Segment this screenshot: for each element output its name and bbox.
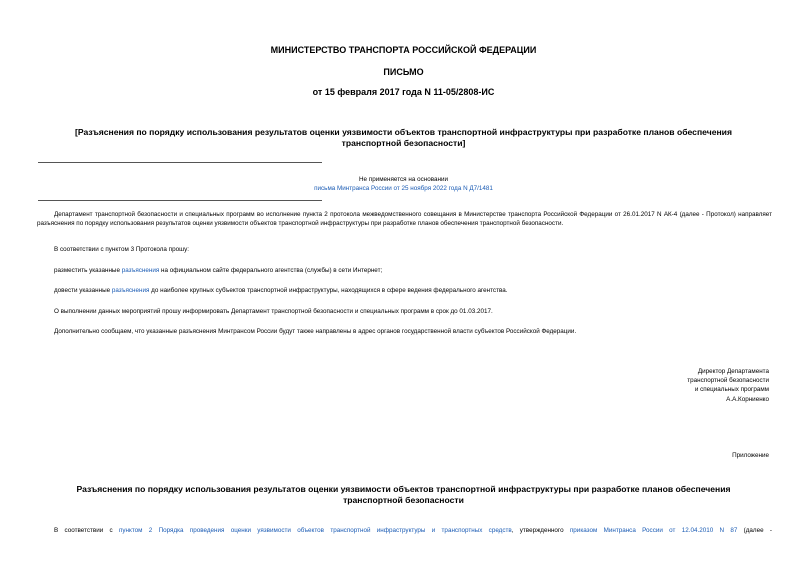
signature-name: А.А.Корниенко (726, 395, 769, 403)
order-mintrans-link[interactable]: приказом Минтранса России от 12.04.2010 N 87 (569, 527, 738, 534)
clarifications-link-1[interactable]: разъяснения (121, 267, 160, 274)
document-date-number: от 15 февраля 2017 года N 11-05/2808-ИС (312, 87, 495, 97)
separator-top (38, 162, 322, 163)
letter-subject-line-2: транспортной безопасности] (341, 138, 466, 148)
body-paragraph-3-text-a: разместить указанные (54, 267, 122, 274)
appendix-paragraph-1-text-a: В соответствии с (54, 527, 119, 534)
body-paragraph-3 (37, 266, 772, 275)
body-paragraph-3-text-b: на официальном сайте федерального агентства (службы) в сети Интернет; (159, 267, 383, 274)
document-type: ПИСЬМО (383, 67, 424, 77)
signature-position-line-2: транспортной безопасности (687, 377, 769, 385)
appendix-paragraph-1-text-b: , утвержденного (511, 527, 570, 534)
status-note-link[interactable]: письма Минтранса России от 25 ноября 2022 года N Д7/1481 (314, 185, 493, 192)
appendix-label: Приложение (732, 452, 769, 459)
appendix-paragraph-1-text-c: (далее - (737, 527, 772, 534)
body-paragraph-4 (37, 286, 772, 295)
clarifications-link-2[interactable]: разъяснения (111, 287, 150, 294)
signature-position-line-1: Директор Департамента (697, 368, 769, 375)
ministry-heading: МИНИСТЕРСТВО ТРАНСПОРТА РОССИЙСКОЙ ФЕДЕРАЦИИ (270, 45, 537, 55)
appendix-paragraph-1 (37, 526, 772, 535)
separator-bottom (38, 200, 322, 201)
body-paragraph-2: В соответствии с пунктом 3 Протокола прошу: (54, 246, 190, 253)
body-paragraph-5: О выполнении данных мероприятий прошу информировать Департамент транспортной безопасности и специальных программ в срок до 01.03.2017. (54, 308, 493, 315)
body-paragraph-4-text-b: до наиболее крупных субъектов транспортной инфраструктуры, находящихся в сфере ведения федерального агентства. (149, 287, 508, 294)
appendix-title-line-2: транспортной безопасности (343, 495, 464, 505)
body-paragraph-1: Департамент транспортной безопасности и специальных программ во исполнение пункта 2 протокола межведомственного совещания в Министерстве транспорта Российской Федерации от 26.01.2017 N АК-4 (далее - Протокол) направляет разъяснения по порядку использования результатов оценки уязвимости объектов транспортной инфраструктуры при разработке планов обеспечения транспортной безопасности. (37, 211, 772, 227)
appendix-title-line-1: Разъяснения по порядку использования результатов оценки уязвимости объектов транспортной инфраструктуры при разработке планов обеспечения (76, 484, 731, 494)
letter-subject-line-1: [Разъяснения по порядку использования результатов оценки уязвимости объектов транспортной инфраструктуры при разработке планов обеспечения (75, 127, 732, 137)
body-paragraph-6: Дополнительно сообщаем, что указанные разъяснения Минтрансом России будут также направлены в адрес органов государственной власти субъектов Российской Федерации. (54, 328, 577, 335)
signature-block (569, 367, 769, 404)
body-paragraph-4-text-a: довести указанные (54, 287, 112, 294)
signature-position-line-3: и специальных программ (694, 386, 769, 394)
status-note-text: Не применяется на основании (358, 176, 448, 183)
vulnerability-assessment-procedure-link[interactable]: пунктом 2 Порядка проведения оценки уязвимости объектов транспортной инфраструктуры и транспортных средств (118, 527, 512, 534)
